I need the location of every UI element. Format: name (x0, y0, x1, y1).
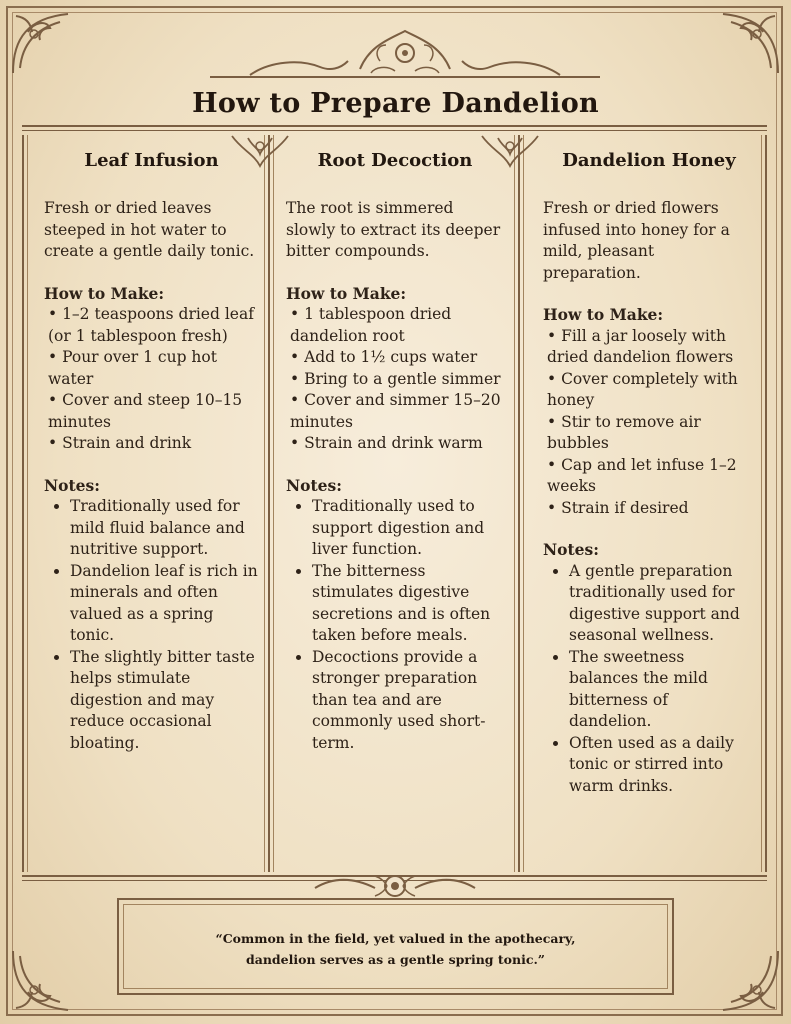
note-item: • Often used as a daily tonic or stirred into warm drinks. (569, 733, 755, 798)
corner-flourish-icon (713, 946, 783, 1016)
note-item: • The sweetness balances the mild bitterness of dandelion. (569, 647, 755, 733)
notes-label: Notes: (543, 540, 599, 559)
how-to-label: How to Make: (44, 283, 165, 303)
scroll-ornament-icon (210, 25, 600, 85)
corner-flourish-icon (8, 946, 78, 1016)
notes-label: Notes: (286, 475, 342, 495)
steps-list (543, 326, 755, 520)
how-to-label: How to Make: (543, 305, 664, 324)
corner-flourish-icon (713, 8, 783, 78)
page-title: How to Prepare Dandelion (192, 88, 599, 119)
step-item: • Bring to a gentle simmer (290, 369, 501, 388)
note-item: • A gentle preparation traditionally used for digestive support and seasonal wellness. (569, 561, 755, 647)
step-item: • Strain and drink (48, 434, 192, 452)
column-heading: Dandelion Honey (562, 150, 736, 171)
column-intro: The root is simmered slowly to extract its deeper bitter compounds. (286, 199, 501, 260)
steps-list (286, 304, 504, 455)
closing-quote (119, 928, 672, 970)
step-item: • Strain and drink warm (290, 434, 483, 452)
leaf-infusion-column (44, 150, 259, 754)
corner-flourish-icon (8, 8, 78, 78)
step-item: • Strain if desired (547, 498, 689, 517)
how-to-label: How to Make: (286, 283, 407, 303)
note-item: • Traditionally used for mild fluid balance and nutritive support. (70, 496, 259, 561)
note-item: • The bitterness stimulates digestive secretions and is often taken before meals. (312, 561, 504, 647)
note-item: • Decoctions provide a stronger preparation than tea and are commonly used short-term. (312, 647, 504, 755)
quote-line: “Common in the field, yet valued in the apothecary, (215, 931, 576, 946)
step-item: • 1–2 teaspoons dried leaf (or 1 tablespoon fresh) (48, 305, 254, 345)
step-item: • Fill a jar loosely with dried dandelion flowers (547, 326, 734, 366)
notes-list (286, 496, 504, 754)
step-item: • Pour over 1 cup hot water (48, 348, 217, 388)
note-item: • The slightly bitter taste helps stimulate digestion and may reduce occasional bloating. (70, 647, 259, 755)
step-item: • Stir to remove air bubbles (547, 412, 701, 452)
notes-list (543, 561, 755, 798)
column-intro: Fresh or dried flowers infused into honey for a mild, pleasant preparation. (543, 199, 730, 282)
step-item: • Cover and steep 10–15 minutes (48, 391, 243, 431)
notes-label: Notes: (44, 475, 100, 495)
quote-line: dandelion serves as a gentle spring tonic.” (245, 952, 546, 967)
note-item: • Traditionally used to support digestion and liver function. (312, 496, 504, 561)
title-rule (22, 130, 767, 131)
root-decoction-column (286, 150, 504, 754)
notes-list (44, 496, 259, 754)
step-item: • Cover completely with honey (547, 369, 738, 409)
step-item: • Cover and simmer 15–20 minutes (290, 391, 501, 431)
quote-box (117, 898, 674, 995)
column-intro: Fresh or dried leaves steeped in hot water to create a gentle daily tonic. (44, 199, 255, 260)
column-heading: Root Decoction (317, 150, 473, 171)
step-item: • 1 tablespoon dried dandelion root (290, 305, 452, 345)
column-heading: Leaf Infusion (84, 150, 219, 171)
step-item: • Add to 1½ cups water (290, 348, 478, 366)
dandelion-honey-column (543, 150, 755, 797)
steps-list (44, 304, 259, 455)
title-rule (22, 125, 767, 127)
note-item: • Dandelion leaf is rich in minerals and often valued as a spring tonic. (70, 561, 259, 647)
step-item: • Cap and let infuse 1–2 weeks (547, 455, 737, 495)
